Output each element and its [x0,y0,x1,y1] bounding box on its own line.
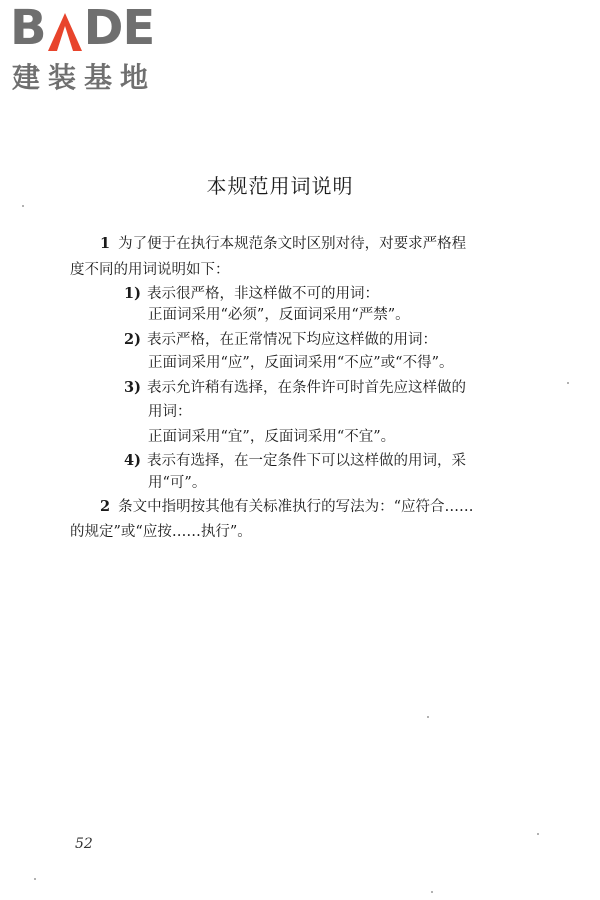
scan-speck [567,382,569,384]
scan-speck [427,716,429,718]
sub-2-line-1 [124,330,437,350]
sub-1-line-2: 正面词采用“必须”，反面词采用“严禁”。 [148,307,410,323]
logo-subtitle: 建装基地 [12,61,157,94]
logo-letter-b: B [10,0,46,56]
sub-4-line-1 [124,451,466,471]
sub-3-line-2: 用词： [148,404,192,420]
item-2-line-1 [100,497,474,517]
sub-3-number: 3) [124,379,141,396]
logo-a-triangle-icon [47,10,83,50]
sub-4-text-1: 表示有选择，在一定条件下可以这样做的用词，采 [146,453,466,469]
sub-3-line-1 [124,378,466,398]
sub-4-line-2: 用“可”。 [148,475,207,491]
sub-2-text-1: 表示严格，在正常情况下均应这样做的用词： [146,332,437,348]
sub-3-line-3: 正面词采用“宜”，反面词采用“不宜”。 [148,429,396,445]
sub-1-line-1 [124,284,379,304]
scan-speck [34,878,36,880]
sub-2-line-2: 正面词采用“应”，反面词采用“不应”或“不得”。 [148,355,454,371]
logo-letters-de: DE [83,0,155,56]
sub-4-number: 4) [124,452,141,469]
sub-1-number: 1) [124,285,141,302]
item-2-number: 2 [100,498,111,515]
scan-speck [431,891,433,893]
item-2-text-1: 条文中指明按其他有关标准执行的写法为：“应符合…… [118,499,474,515]
page-title: 本规范用词说明 [206,174,354,198]
page-number: 52 [75,836,93,852]
item-1-number: 1 [100,235,111,252]
sub-3-text-1: 表示允许稍有选择，在条件许可时首先应这样做的 [146,380,466,396]
item-2-line-2: 的规定”或“应按……执行”。 [70,524,252,540]
item-1-line-1 [100,234,466,254]
scan-speck [537,833,539,835]
item-1-line-2: 度不同的用词说明如下： [70,262,230,278]
logo-wordmark [10,0,155,56]
scan-speck [22,205,24,207]
sub-1-text-1: 表示很严格，非这样做不可的用词： [146,286,379,302]
item-1-text-1: 为了便于在执行本规范条文时区别对待，对要求严格程 [118,236,467,252]
sub-2-number: 2) [124,331,141,348]
bade-logo [10,0,175,96]
